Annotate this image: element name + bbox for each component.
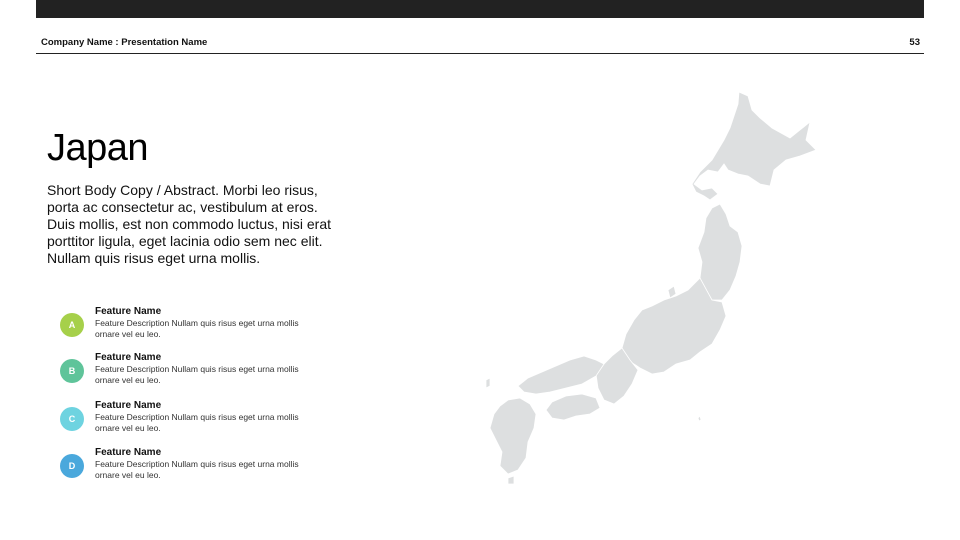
japan-map <box>460 80 840 500</box>
japan-prefectures <box>486 92 816 484</box>
hokkaido-shape <box>692 92 816 200</box>
feature-badge-a: A <box>60 313 84 337</box>
island-shape <box>508 476 514 484</box>
feature-name: Feature Name <box>95 306 162 317</box>
kyushu-shape <box>490 398 536 474</box>
header-company-presentation: Company Name : Presentation Name <box>41 37 208 48</box>
feature-description: Feature Description Nullam quis risus eget urna mollis ornare vel eu leo. <box>95 318 299 339</box>
feature-description: Feature Description Nullam quis risus eget urna mollis ornare vel eu leo. <box>95 364 299 385</box>
feature-badge-b: B <box>60 359 84 383</box>
shikoku-shape <box>546 394 600 420</box>
slide-title: Japan <box>47 127 149 169</box>
body-copy: Short Body Copy / Abstract. Morbi leo risus, porta ac consectetur ac, vestibulum at eros. Duis mollis, est non commodo luctus, nisi erat porttitor ligula, eget lacinia odio sem nec elit. Nullam quis risus eget urna mollis. <box>47 182 331 266</box>
feature-badge-c: C <box>60 407 84 431</box>
feature-item-b <box>60 352 320 392</box>
feature-item-d <box>60 447 320 487</box>
feature-item-a <box>60 306 320 346</box>
chugoku-shape <box>518 356 604 394</box>
feature-name: Feature Name <box>95 447 162 458</box>
feature-description: Feature Description Nullam quis risus eget urna mollis ornare vel eu leo. <box>95 412 299 433</box>
island-shape <box>486 378 490 388</box>
top-bar <box>36 0 924 18</box>
feature-description: Feature Description Nullam quis risus eget urna mollis ornare vel eu leo. <box>95 459 299 480</box>
header-divider <box>36 53 924 54</box>
feature-item-c <box>60 400 320 440</box>
japan-map-graphic <box>460 80 840 500</box>
feature-badge-d: D <box>60 454 84 478</box>
feature-name: Feature Name <box>95 400 162 411</box>
island-shape <box>698 416 701 421</box>
page-number: 53 <box>909 37 920 48</box>
feature-name: Feature Name <box>95 352 162 363</box>
